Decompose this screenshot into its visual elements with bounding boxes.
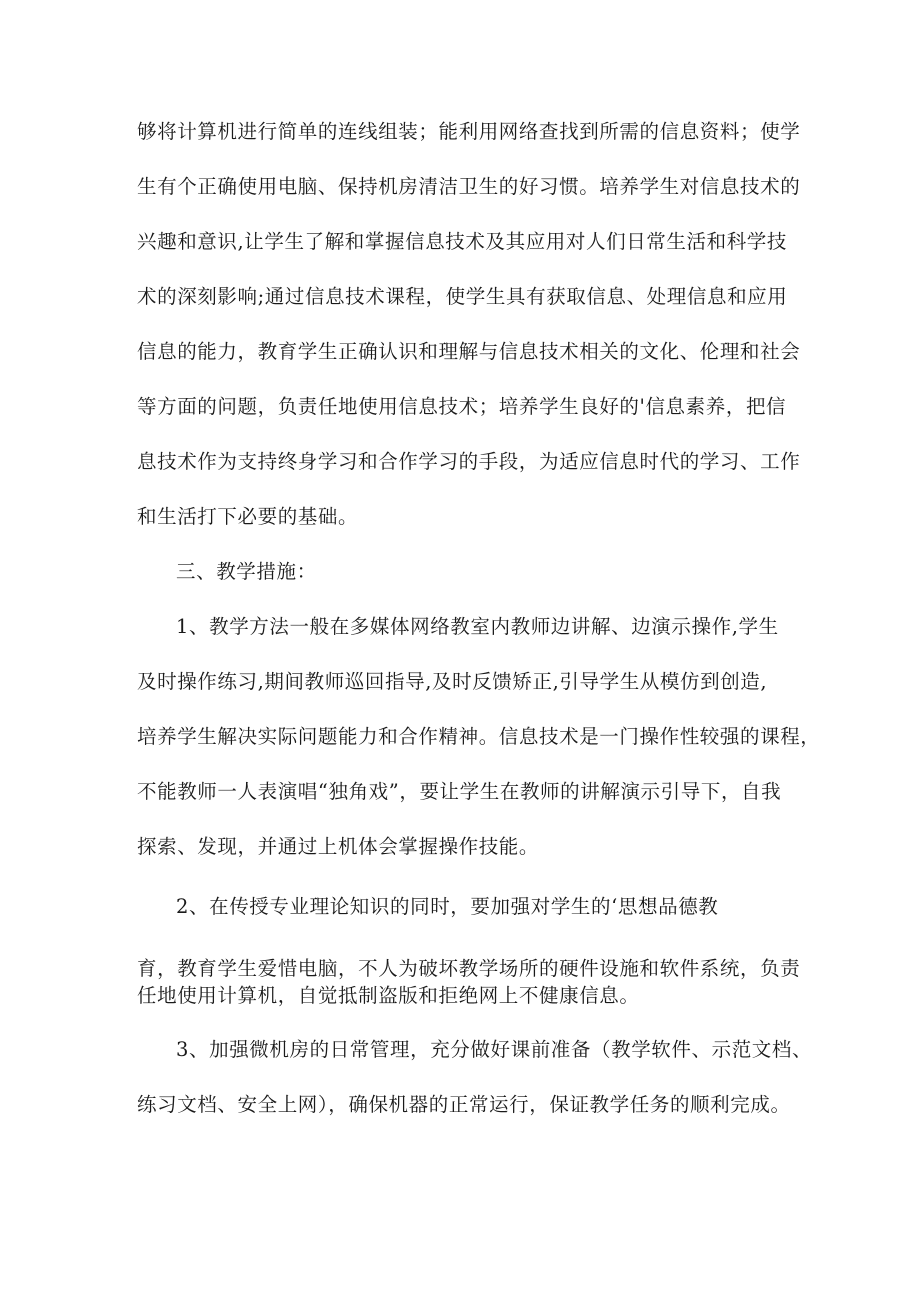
item-1-line-1: 1、教学方法一般在多媒体网络教室内教师边讲解、边演示操作,学生: [176, 615, 779, 638]
item-3-line-2: 练习文档、安全上网），确保机器的正常运行，保证教学任务的顺利完成。: [137, 1093, 791, 1116]
item-2-line-2: 育，教育学生爱惜电脑，不人为破坏教学场所的硬件设施和软件系统，负责: [137, 957, 801, 980]
paragraph-1-line-8: 和生活打下必要的基础。: [137, 505, 359, 528]
paragraph-1-line-2: 生有个正确使用电脑、保持机房清洁卫生的好习惯。培养学生对信息技术的: [137, 175, 801, 198]
section-heading: 三、教学措施：: [176, 560, 317, 583]
paragraph-1-line-6: 等方面的问题，负责任地使用信息技术；培养学生良好的'信息素养，把信: [137, 395, 787, 418]
item-1-line-2: 及时操作练习,期间教师巡回指导,及时反馈矫正,引导学生从模仿到创造,: [137, 670, 768, 693]
item-3-line-1: 3、加强微机房的日常管理，充分做好课前准备（教学软件、示范文档、: [176, 1038, 813, 1061]
item-2-line-3: 任地使用计算机，自觉抵制盗版和拒绝网上不健康信息。: [137, 984, 640, 1007]
paragraph-1-line-7: 息技术作为支持终身学习和合作学习的手段，为适应信息时代的学习、工作: [137, 450, 801, 473]
item-1-line-3: 培养学生解决实际问题能力和合作精神。信息技术是一门操作性较强的课程，: [137, 725, 821, 748]
paragraph-1-line-1: 够将计算机进行简单的连线组装；能利用网络查找到所需的信息资料；使学: [137, 120, 801, 143]
paragraph-1-line-3: 兴趣和意识,让学生了解和掌握信息技术及其应用对人们日常生活和科学技: [137, 230, 787, 253]
item-2-line-1: 2、在传授专业理论知识的同时，要加强对学生的‘思想品德教: [176, 895, 719, 918]
paragraph-1-line-4: 术的深刻影响;通过信息技术课程，使学生具有获取信息、处理信息和应用: [137, 285, 788, 308]
item-1-line-4: 不能教师一人表演唱“独角戏”，要让学生在教师的讲解演示引导下，自我: [137, 780, 782, 803]
item-1-line-5: 探索、发现，并通过上机体会掌握操作技能。: [137, 835, 540, 858]
paragraph-1-line-5: 信息的能力，教育学生正确认识和理解与信息技术相关的文化、伦理和社会: [137, 340, 801, 363]
